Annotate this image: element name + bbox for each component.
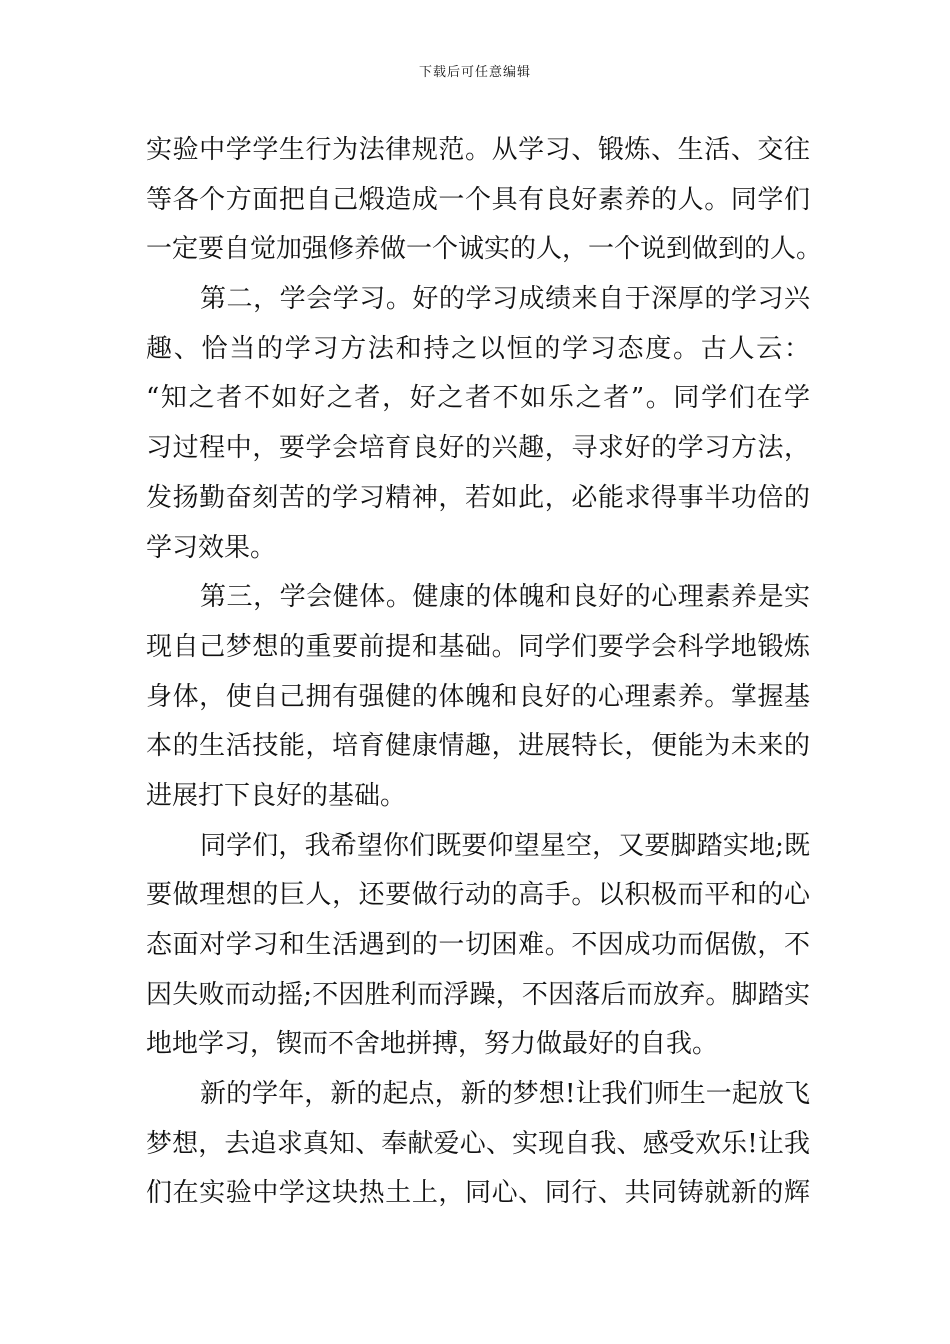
text-line: 本的生活技能，培育健康情趣，进展特长，便能为未来的 xyxy=(146,731,810,762)
page-header: 下载后可任意编辑 xyxy=(418,65,531,80)
text-line: 身体，使自己拥有强健的体魄和良好的心理素养。掌握基 xyxy=(146,681,810,712)
paragraph-start-line: 同学们，我希望你们既要仰望星空，又要脚踏实地;既 xyxy=(200,830,810,861)
text-line: 趣、恰当的学习方法和持之以恒的学习态度。古人云： xyxy=(146,333,810,364)
text-line: 习过程中，要学会培育良好的兴趣，寻求好的学习方法， xyxy=(146,433,810,464)
paragraph-end-line: 地地学习，锲而不舍地拼搏，努力做最好的自我。 xyxy=(146,1029,719,1060)
text-line: 现自己梦想的重要前提和基础。同学们要学会科学地锻炼 xyxy=(146,631,810,662)
text-line: 等各个方面把自己煅造成一个具有良好素养的人。同学们 xyxy=(146,184,810,215)
paragraph-start-line: 第二，学会学习。好的学习成绩来自于深厚的学习兴 xyxy=(200,284,810,315)
text-line: 发扬勤奋刻苦的学习精神，若如此，必能求得事半功倍的 xyxy=(146,482,810,513)
text-line: 因失败而动摇;不因胜利而浮躁，不因落后而放弃。脚踏实 xyxy=(146,979,810,1010)
text-line: 实验中学学生行为法律规范。从学习、锻炼、生活、交往 xyxy=(146,135,810,165)
document-body xyxy=(146,126,823,1219)
paragraph-start-line: 第三，学会健体。健康的体魄和良好的心理素养是实 xyxy=(200,582,810,613)
text-line: “知之者不如好之者，好之者不如乐之者”。同学们在学 xyxy=(146,383,810,414)
paragraph-end-line: 学习效果。 xyxy=(146,532,277,563)
text-line: 一定要自觉加强修养做一个诚实的人，一个说到做到的人。 xyxy=(146,234,823,265)
paragraph-start-line: 新的学年，新的起点，新的梦想!让我们师生一起放飞 xyxy=(200,1079,810,1110)
text-line: 们在实验中学这块热土上，同心、同行、共同铸就新的辉 xyxy=(146,1178,810,1209)
paragraph-end-line: 进展打下良好的基础。 xyxy=(146,780,407,811)
text-line: 态面对学习和生活遇到的一切困难。不因成功而倨傲，不 xyxy=(146,930,810,960)
text-line: 梦想，去追求真知、奉献爱心、实现自我、感受欢乐!让我 xyxy=(146,1128,810,1159)
text-line: 要做理想的巨人，还要做行动的高手。以积极而平和的心 xyxy=(146,880,810,911)
